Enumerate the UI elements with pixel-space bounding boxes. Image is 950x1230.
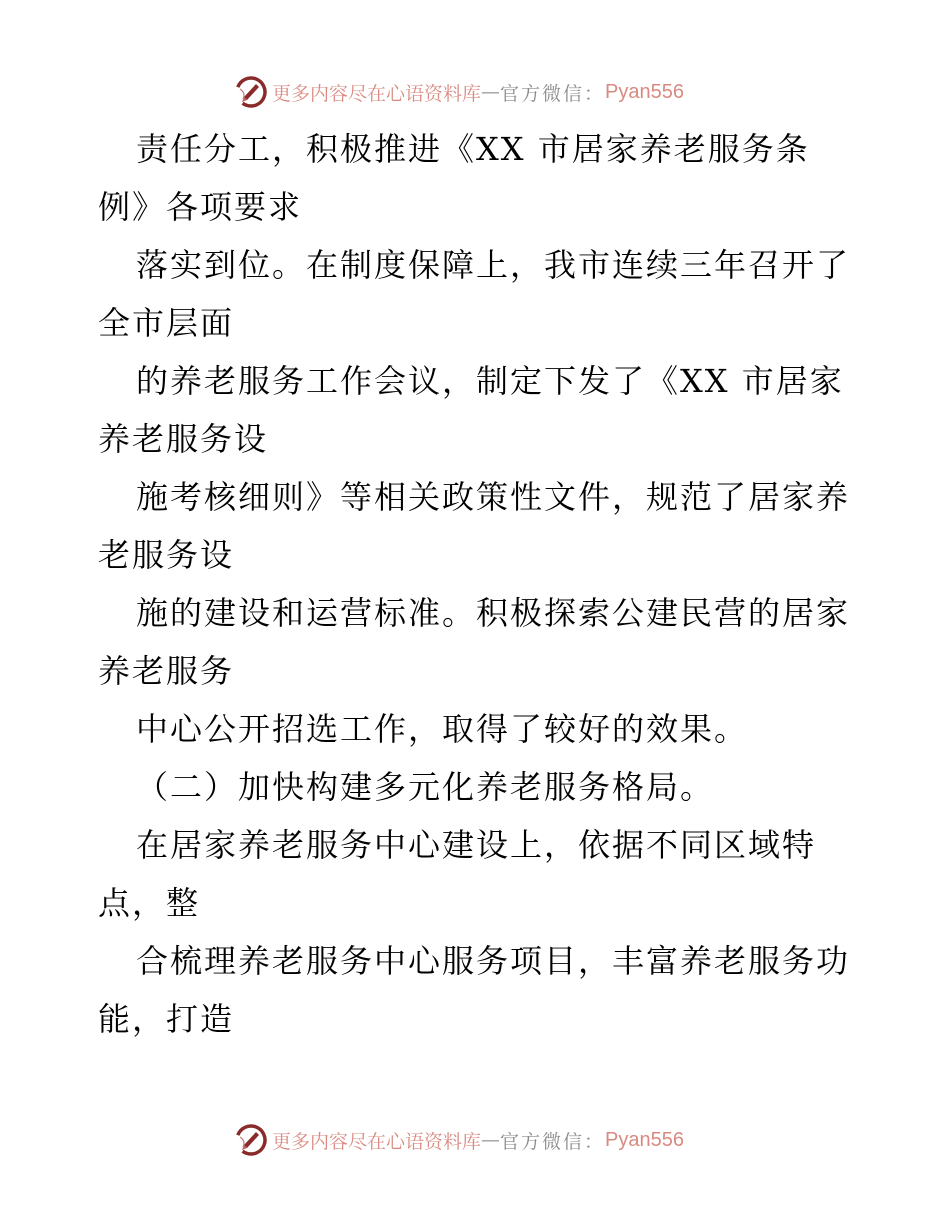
- text-line: 施考核细则》等相关政策性文件，规范了居家养: [136, 478, 851, 516]
- watermark-official-label: 官方微信：: [500, 82, 606, 105]
- quill-pen-logo-icon: [234, 1123, 268, 1157]
- text-line: 点，整: [98, 884, 201, 922]
- watermark-brand-text: 更多内容尽在心语资料库: [272, 1130, 482, 1153]
- text-line: 的养老服务工作会议，制定下发了《XX 市居家: [136, 362, 844, 400]
- quill-pen-logo-icon: [234, 75, 268, 109]
- watermark-dash: —: [481, 1129, 501, 1151]
- text-line: 合梳理养老服务中心服务项目，丰富养老服务功: [136, 942, 851, 980]
- text-line: 责任分工，积极推进《XX 市居家养老服务条: [136, 130, 810, 168]
- watermark-dash: —: [481, 81, 501, 103]
- watermark-brand-text: 更多内容尽在心语资料库: [272, 82, 482, 105]
- text-line: 施的建设和运营标准。积极探索公建民营的居家: [136, 594, 851, 632]
- watermark-wechat-id: Pyan556: [605, 80, 684, 103]
- watermark-wechat-id: Pyan556: [605, 1128, 684, 1151]
- section-heading: （二）加快构建多元化养老服务格局。: [136, 768, 715, 806]
- text-line: 养老服务设: [98, 420, 269, 458]
- text-line: 养老服务: [98, 652, 235, 690]
- text-line: 全市层面: [98, 304, 235, 342]
- text-line: 中心公开招选工作，取得了较好的效果。: [136, 710, 749, 748]
- document-body: [98, 126, 858, 1054]
- header-watermark: [234, 72, 684, 112]
- text-line: 老服务设: [98, 536, 235, 574]
- text-line: 能，打造: [98, 1000, 235, 1038]
- watermark-official-label: 官方微信：: [500, 1130, 606, 1153]
- text-line: 在居家养老服务中心建设上，依据不同区域特: [136, 826, 817, 864]
- text-line: 落实到位。在制度保障上，我市连续三年召开了: [136, 246, 851, 284]
- footer-watermark: [234, 1120, 684, 1160]
- text-line: 例》各项要求: [98, 188, 303, 226]
